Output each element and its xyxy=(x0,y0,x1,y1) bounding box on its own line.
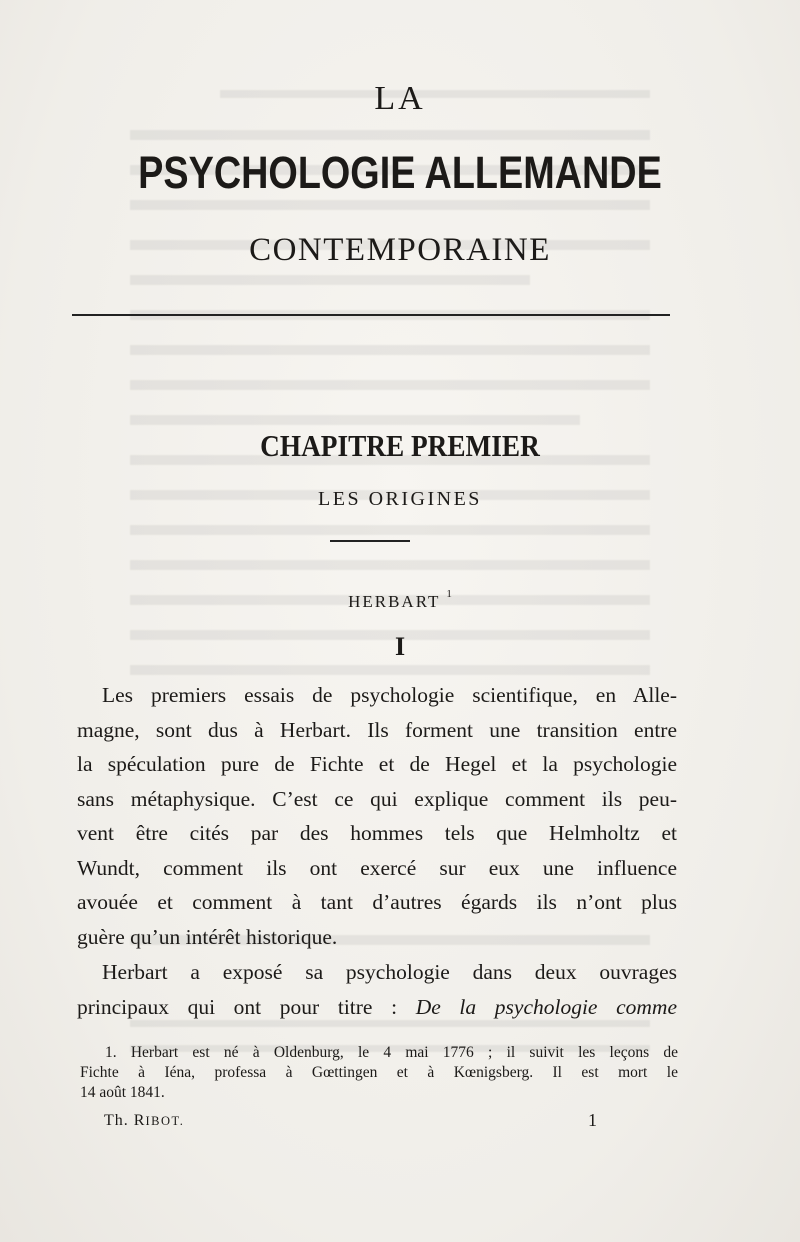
signature-name-rest: IBOT. xyxy=(145,1114,185,1128)
chapter-heading: CHAPITRE PREMIER xyxy=(260,428,540,463)
paragraph-line: vent être cités par des hommes tels que Helmholtz et xyxy=(77,821,677,845)
paragraph-line: sans métaphysique. C’est ce qui explique comment ils peu- xyxy=(77,786,677,811)
signature-mark xyxy=(104,1112,184,1130)
work-title: De la psychologie comme xyxy=(415,994,677,1019)
paragraph-line: Les premiers essais de psychologie scientifique, en Alle- xyxy=(102,683,677,707)
paragraph-line xyxy=(77,990,677,1025)
signature-initial: Th. xyxy=(104,1112,129,1129)
paragraph-line: avouée et comment à tant d’autres égards ils n’ont plus xyxy=(77,890,677,914)
paragraph-1 xyxy=(77,678,677,954)
title-line-contemporaine: CONTEMPORAINE xyxy=(249,232,551,268)
section-number: I xyxy=(394,632,406,661)
section-name-text: HERBART xyxy=(348,592,441,611)
book-title: PSYCHOLOGIE ALLEMANDE xyxy=(138,147,662,198)
section-name xyxy=(0,588,800,612)
footnote-line: 14 août 1841. xyxy=(80,1084,165,1101)
paragraph-line-text: principaux qui ont pour titre : xyxy=(77,994,416,1019)
footnote-line: Fichte à Iéna, professa à Gœttingen et à Kœnigsberg. Il est mort le xyxy=(80,1064,678,1081)
footnote-ref: 1 xyxy=(446,588,452,600)
title-rule xyxy=(72,314,670,316)
footnote xyxy=(80,1043,678,1103)
paragraph-line: Herbart a exposé sa psychologie dans deux ouvrages xyxy=(102,960,677,984)
paragraph-line: magne, sont dus à Herbart. Ils forment une transition entre xyxy=(77,717,677,742)
page-number: 1 xyxy=(588,1110,597,1130)
paragraph-2 xyxy=(77,955,677,1024)
paragraph-line: la spéculation pure de Fichte et de Hegel et la psychologie xyxy=(77,752,677,776)
footnote-line: 1. Herbart est né à Oldenburg, le 4 mai 1776 ; il suivit les leçons de xyxy=(105,1044,678,1061)
signature-name-cap: R xyxy=(133,1112,146,1129)
chapter-subtitle: LES ORIGINES xyxy=(318,488,482,510)
title-line-la: LA xyxy=(374,80,426,117)
chapter-rule xyxy=(330,540,410,542)
paragraph-line: guère qu’un intérêt historique. xyxy=(77,924,338,949)
paragraph-line: Wundt, comment ils ont exercé sur eux une influence xyxy=(77,855,677,880)
